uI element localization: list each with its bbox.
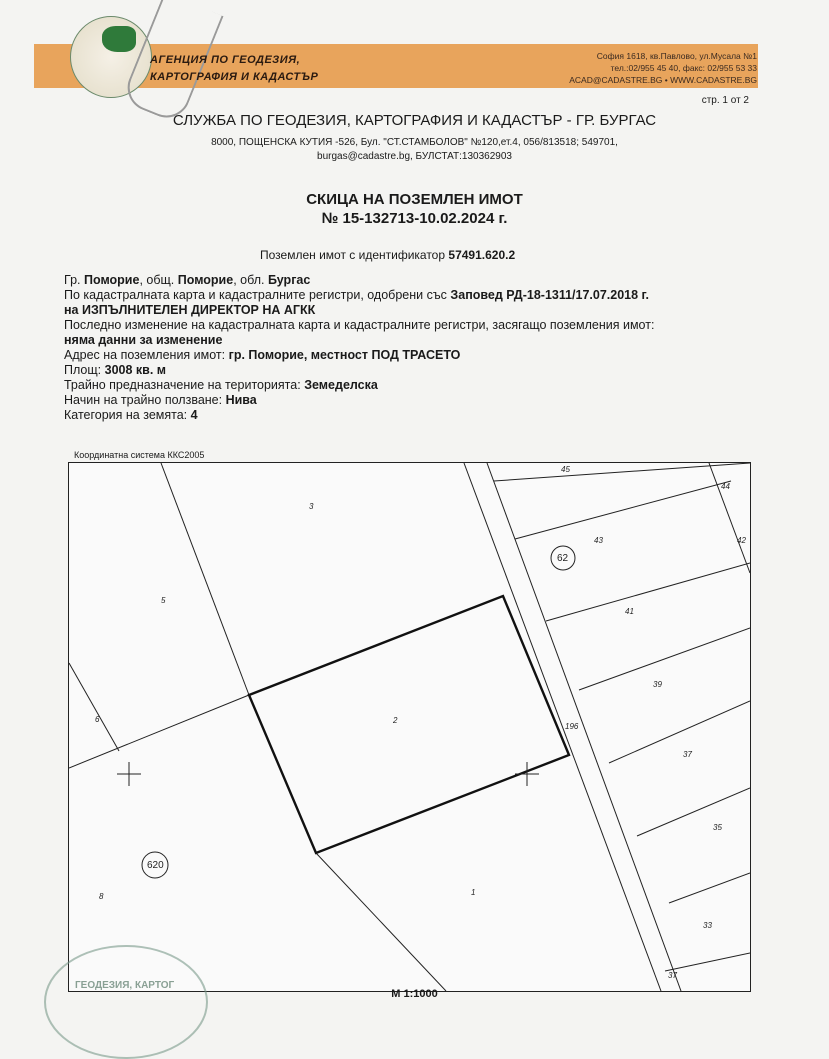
area-line bbox=[64, 363, 654, 378]
identifier-value: 57491.620.2 bbox=[448, 248, 516, 262]
boundary-1-8 bbox=[316, 853, 446, 991]
label-6: 6 bbox=[95, 715, 100, 724]
region-label: , обл. bbox=[233, 273, 265, 287]
approval-authority-value: на ИЗПЪЛНИТЕЛЕН ДИРЕКТОР НА АГКК bbox=[64, 303, 316, 317]
area-value: 3008 кв. м bbox=[104, 363, 167, 377]
city-label: Гр. bbox=[64, 273, 81, 287]
label-42: 42 bbox=[737, 536, 746, 545]
boundary-41 bbox=[546, 563, 750, 621]
service-title: СЛУЖБА ПО ГЕОДЕЗИЯ, КАРТОГРАФИЯ И КАДАСТЪР - ГР. БУРГАС bbox=[172, 112, 657, 129]
label-196: 196 bbox=[565, 722, 579, 731]
identifier-label: Поземлен имот с идентификатор bbox=[260, 248, 446, 262]
document-title bbox=[0, 190, 829, 228]
label-37-south: 37 bbox=[668, 971, 677, 980]
boundary-45 bbox=[494, 463, 750, 481]
label-45: 45 bbox=[561, 465, 570, 474]
category-line bbox=[64, 408, 654, 423]
region-value: Бургас bbox=[267, 273, 311, 287]
cadastral-map-drawing bbox=[69, 463, 750, 991]
boundary-5-6 bbox=[69, 663, 119, 751]
approval-authority bbox=[64, 303, 654, 318]
label-1: 1 bbox=[471, 888, 476, 897]
contact-phone: тел.:02/955 45 40, факс: 02/955 53 33 bbox=[610, 63, 757, 73]
address-value: гр. Поморие, местност ПОД ТРАСЕТО bbox=[228, 348, 461, 362]
boundary-44 bbox=[709, 463, 750, 573]
area-label: Площ: bbox=[64, 363, 102, 377]
label-3: 3 bbox=[309, 502, 314, 511]
label-37: 37 bbox=[683, 750, 692, 759]
address-line bbox=[64, 348, 654, 363]
agency-line-1: АГЕНЦИЯ ПО ГЕОДЕЗИЯ, bbox=[150, 54, 301, 66]
agency-contact bbox=[569, 50, 757, 86]
purpose-line bbox=[64, 378, 654, 393]
label-62: 62 bbox=[557, 553, 569, 564]
usage-label: Начин на трайно ползване: bbox=[64, 393, 223, 407]
coordinate-system: Координатна система ККС2005 bbox=[74, 450, 205, 460]
subject-parcel-2 bbox=[249, 596, 569, 853]
label-39: 39 bbox=[653, 680, 662, 689]
boundary-35 bbox=[637, 788, 750, 836]
last-change-value: няма данни за изменение bbox=[64, 333, 223, 347]
purpose-value: Земеделска bbox=[304, 378, 378, 392]
approval-line bbox=[64, 288, 654, 303]
document-number: № 15-132713-10.02.2024 г. bbox=[321, 210, 508, 227]
document-heading: СКИЦА НА ПОЗЕМЛЕН ИМОТ bbox=[306, 191, 523, 208]
municipality-label: , общ. bbox=[139, 273, 175, 287]
label-44: 44 bbox=[721, 482, 730, 491]
contact-address: София 1618, кв.Павлово, ул.Мусала №1 bbox=[596, 51, 757, 61]
contact-web: ACAD@CADASTRE.BG • WWW.CADASTRE.BG bbox=[569, 75, 757, 85]
approval-order: Заповед РД-18-1311/17.07.2018 г. bbox=[450, 288, 649, 302]
boundary-43 bbox=[515, 481, 731, 539]
service-address-line-2: burgas@cadastre.bg, БУЛСТАТ:130362903 bbox=[317, 151, 512, 162]
road-edge-left bbox=[464, 463, 661, 991]
boundary-6-8 bbox=[69, 695, 249, 768]
label-620: 620 bbox=[147, 860, 164, 871]
label-2: 2 bbox=[393, 716, 398, 725]
boundary-39 bbox=[579, 628, 750, 690]
boundary-37-south bbox=[665, 953, 750, 971]
purpose-label: Трайно предназначение на територията: bbox=[64, 378, 301, 392]
label-33: 33 bbox=[703, 921, 712, 930]
road-edge-right bbox=[487, 463, 681, 991]
official-stamp bbox=[44, 945, 208, 1059]
map-scale: М 1:1000 bbox=[391, 988, 438, 1000]
boundary-37 bbox=[609, 701, 750, 763]
property-identifier bbox=[260, 248, 515, 262]
property-info bbox=[64, 273, 654, 423]
agency-name bbox=[150, 52, 318, 86]
label-41: 41 bbox=[625, 607, 634, 616]
label-43: 43 bbox=[594, 536, 603, 545]
approval-label: По кадастралната карта и кадастралните регистри, одобрени със bbox=[64, 288, 447, 302]
address-label: Адрес на поземления имот: bbox=[64, 348, 226, 362]
category-value: 4 bbox=[190, 408, 198, 422]
page-number: стр. 1 от 2 bbox=[701, 95, 749, 106]
grid-crosses bbox=[117, 762, 539, 786]
label-5: 5 bbox=[161, 596, 166, 605]
cadastral-map bbox=[68, 462, 751, 992]
location-line bbox=[64, 273, 654, 288]
last-change-label: Последно изменение на кадастралната карта и кадастралните регистри, засягащо поземления имот: bbox=[64, 318, 655, 332]
service-address bbox=[0, 136, 829, 164]
stamp-text: ГЕОДЕЗИЯ, КАРТОГ bbox=[75, 980, 175, 991]
agency-line-2: КАРТОГРАФИЯ И КАДАСТЪР bbox=[150, 71, 319, 83]
boundary-33 bbox=[669, 873, 750, 903]
city-value: Поморие bbox=[83, 273, 140, 287]
label-35: 35 bbox=[713, 823, 722, 832]
category-label: Категория на земята: bbox=[64, 408, 188, 422]
bulgaria-map-icon bbox=[102, 26, 136, 52]
usage-line bbox=[64, 393, 654, 408]
boundary-3-5 bbox=[161, 463, 249, 695]
municipality-value: Поморие bbox=[177, 273, 234, 287]
label-8: 8 bbox=[99, 892, 104, 901]
service-address-line-1: 8000, ПОЩЕНСКА КУТИЯ -526, Бул. "СТ.СТАМБОЛОВ" №120,ет.4, 056/813518; 549701, bbox=[211, 137, 618, 148]
usage-value: Нива bbox=[225, 393, 257, 407]
last-change-line bbox=[64, 333, 654, 348]
